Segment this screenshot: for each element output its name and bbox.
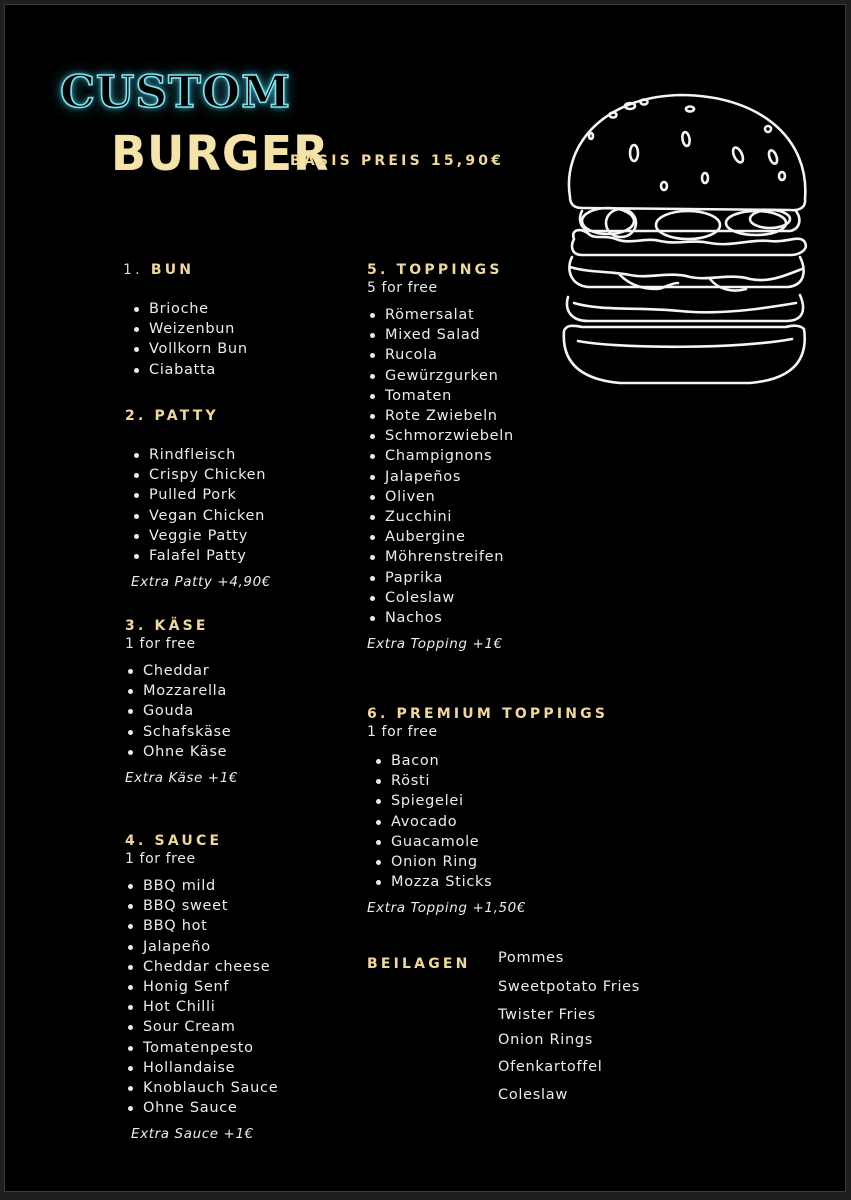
- section-sauce-number: 4.: [125, 833, 147, 849]
- toppings-item: Zucchini: [367, 507, 514, 527]
- bun-list: [131, 299, 248, 380]
- section-toppings: [367, 261, 514, 652]
- sauce-item: Sour Cream: [125, 1017, 278, 1037]
- section-sauce-title: [125, 832, 278, 850]
- toppings-item: Nachos: [367, 608, 514, 628]
- sauce-item: Ohne Sauce: [125, 1098, 278, 1118]
- section-premium-number: 6.: [367, 706, 389, 722]
- section-kaese-name: KÄSE: [154, 618, 209, 634]
- patty-item: Pulled Pork: [131, 485, 271, 505]
- sauce-item: BBQ sweet: [125, 896, 278, 916]
- premium-free-note: 1 for free: [367, 724, 438, 740]
- premium-list: [373, 751, 608, 892]
- sauce-item: Tomatenpesto: [125, 1038, 278, 1058]
- kaese-extra-price: Extra Käse +1€: [125, 770, 239, 787]
- kaese-list: [125, 661, 238, 762]
- section-sauce-name: SAUCE: [154, 833, 223, 849]
- premium-item: Bacon: [373, 751, 608, 771]
- patty-item: Falafel Patty: [131, 546, 271, 566]
- beilage-item: Pommes: [498, 950, 565, 966]
- section-premium-name: PREMIUM TOPPINGS: [396, 706, 609, 722]
- section-bun-title: [123, 261, 248, 279]
- section-patty-number: 2.: [125, 408, 147, 424]
- section-beilagen-title: BEILAGEN: [367, 956, 471, 972]
- kaese-free-note: 1 for free: [125, 636, 196, 652]
- sauce-list: [125, 876, 278, 1118]
- sauce-item: Jalapeño: [125, 937, 278, 957]
- toppings-item: Mixed Salad: [367, 325, 514, 345]
- sauce-item: BBQ mild: [125, 876, 278, 896]
- section-toppings-title: [367, 261, 514, 279]
- toppings-item: Champignons: [367, 446, 514, 466]
- premium-item: Rösti: [373, 771, 608, 791]
- sauce-item: Cheddar cheese: [125, 957, 278, 977]
- toppings-item: Oliven: [367, 487, 514, 507]
- section-toppings-number: 5.: [367, 262, 389, 278]
- toppings-item: Aubergine: [367, 527, 514, 547]
- bun-item: Brioche: [131, 299, 248, 319]
- beilage-item: Twister Fries: [498, 1007, 596, 1023]
- kaese-item: Mozzarella: [125, 681, 238, 701]
- menu-page: [5, 5, 845, 1191]
- base-price: BASIS PREIS 15,90€: [290, 153, 505, 169]
- beilage-item: Ofenkartoffel: [498, 1059, 603, 1075]
- patty-item: Veggie Patty: [131, 526, 271, 546]
- premium-item: Onion Ring: [373, 852, 608, 872]
- sauce-item: Hot Chilli: [125, 997, 278, 1017]
- bun-item: Vollkorn Bun: [131, 339, 248, 359]
- patty-list: [131, 445, 271, 566]
- section-patty-title: [125, 407, 271, 425]
- beilage-item: Sweetpotato Fries: [498, 979, 641, 995]
- section-premium-toppings: [367, 705, 608, 916]
- section-kaese-number: 3.: [125, 618, 147, 634]
- toppings-item: Coleslaw: [367, 588, 514, 608]
- section-bun-name: BUN: [150, 262, 195, 278]
- section-patty-name: PATTY: [154, 408, 219, 424]
- section-kaese-title: [125, 617, 238, 635]
- sauce-item: Hollandaise: [125, 1058, 278, 1078]
- section-bun: [123, 261, 248, 380]
- toppings-item: Gewürzgurken: [367, 366, 514, 386]
- premium-item: Mozza Sticks: [373, 872, 608, 892]
- title-custom: CUSTOM: [60, 67, 291, 118]
- sauce-extra-price: Extra Sauce +1€: [131, 1126, 254, 1143]
- premium-item: Avocado: [373, 812, 608, 832]
- section-kaese: [125, 617, 238, 786]
- kaese-item: Cheddar: [125, 661, 238, 681]
- toppings-free-note: 5 for free: [367, 280, 438, 296]
- kaese-item: Gouda: [125, 701, 238, 721]
- sauce-item: Honig Senf: [125, 977, 278, 997]
- premium-extra-price: Extra Topping +1,50€: [367, 900, 527, 917]
- sauce-item: BBQ hot: [125, 916, 278, 936]
- toppings-item: Tomaten: [367, 386, 514, 406]
- toppings-item: Römersalat: [367, 305, 514, 325]
- beilage-item: Onion Rings: [498, 1032, 594, 1048]
- kaese-item: Ohne Käse: [125, 742, 238, 762]
- toppings-item: Möhrenstreifen: [367, 547, 514, 567]
- burger-illustration: [560, 89, 810, 391]
- sauce-free-note: 1 for free: [125, 851, 196, 867]
- section-patty: [125, 407, 271, 590]
- section-sauce: [125, 832, 278, 1142]
- bun-item: Weizenbun: [131, 319, 248, 339]
- toppings-item: Rote Zwiebeln: [367, 406, 514, 426]
- toppings-item: Jalapeños: [367, 467, 514, 487]
- patty-extra-price: Extra Patty +4,90€: [131, 574, 271, 591]
- toppings-item: Paprika: [367, 568, 514, 588]
- toppings-extra-price: Extra Topping +1€: [367, 636, 503, 653]
- premium-item: Guacamole: [373, 832, 608, 852]
- section-premium-title: [367, 705, 608, 723]
- toppings-item: Rucola: [367, 345, 514, 365]
- section-bun-number: 1.: [123, 262, 143, 278]
- section-toppings-name: TOPPINGS: [396, 262, 503, 278]
- beilage-item: Coleslaw: [498, 1087, 568, 1103]
- kaese-item: Schafskäse: [125, 722, 238, 742]
- toppings-item: Schmorzwiebeln: [367, 426, 514, 446]
- title-burger: BURGER: [111, 125, 330, 182]
- bun-item: Ciabatta: [131, 360, 248, 380]
- patty-item: Crispy Chicken: [131, 465, 271, 485]
- patty-item: Rindfleisch: [131, 445, 271, 465]
- toppings-list: [367, 305, 514, 628]
- sauce-item: Knoblauch Sauce: [125, 1078, 278, 1098]
- premium-item: Spiegelei: [373, 791, 608, 811]
- patty-item: Vegan Chicken: [131, 506, 271, 526]
